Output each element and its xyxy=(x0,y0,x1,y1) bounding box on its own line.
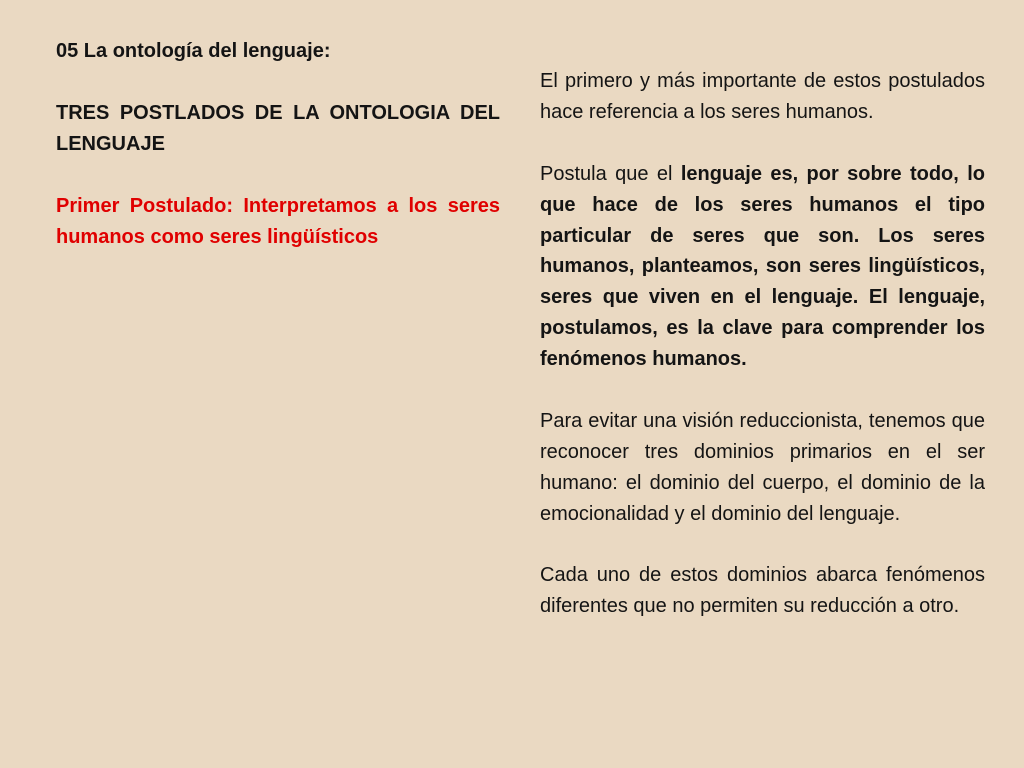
paragraph-postulate-detail xyxy=(540,159,985,375)
spacer xyxy=(56,160,500,191)
slide-title: 05 La ontología del lenguaje: xyxy=(56,40,331,62)
first-postulate: Primer Postulado: Interpretamos a los seres humanos como seres lingüísticos xyxy=(56,195,500,248)
paragraph-intro: El primero y más importante de estos postulados hace referencia a los seres humanos. xyxy=(540,70,985,123)
right-column xyxy=(540,66,985,622)
spacer xyxy=(56,67,500,98)
paragraph-postulate-lead: Postula que el xyxy=(540,162,681,185)
paragraph-irreducibility: Cada uno de estos dominios abarca fenómenos diferentes que no permiten su reducción a otro. xyxy=(540,564,985,618)
paragraph-postulate-emphasis: lenguaje es, por sobre todo, lo que hace de los seres humanos el tipo particular de seres que son. Los seres humanos, planteamos, son seres lingüísticos, seres que viven en el lenguaje. El lenguaje, postulamos, es la clave para comprender los fenómenos humanos. xyxy=(540,162,985,371)
section-subheading: TRES POSTLADOS DE LA ONTOLOGIA DEL LENGUAJE xyxy=(56,102,500,155)
paragraph-domains: Para evitar una visión reduccionista, tenemos que reconocer tres dominios primarios en el ser humano: el dominio del cuerpo, el dominio de la emocionalidad y el dominio del lenguaje. xyxy=(540,409,985,525)
left-column xyxy=(56,36,500,253)
